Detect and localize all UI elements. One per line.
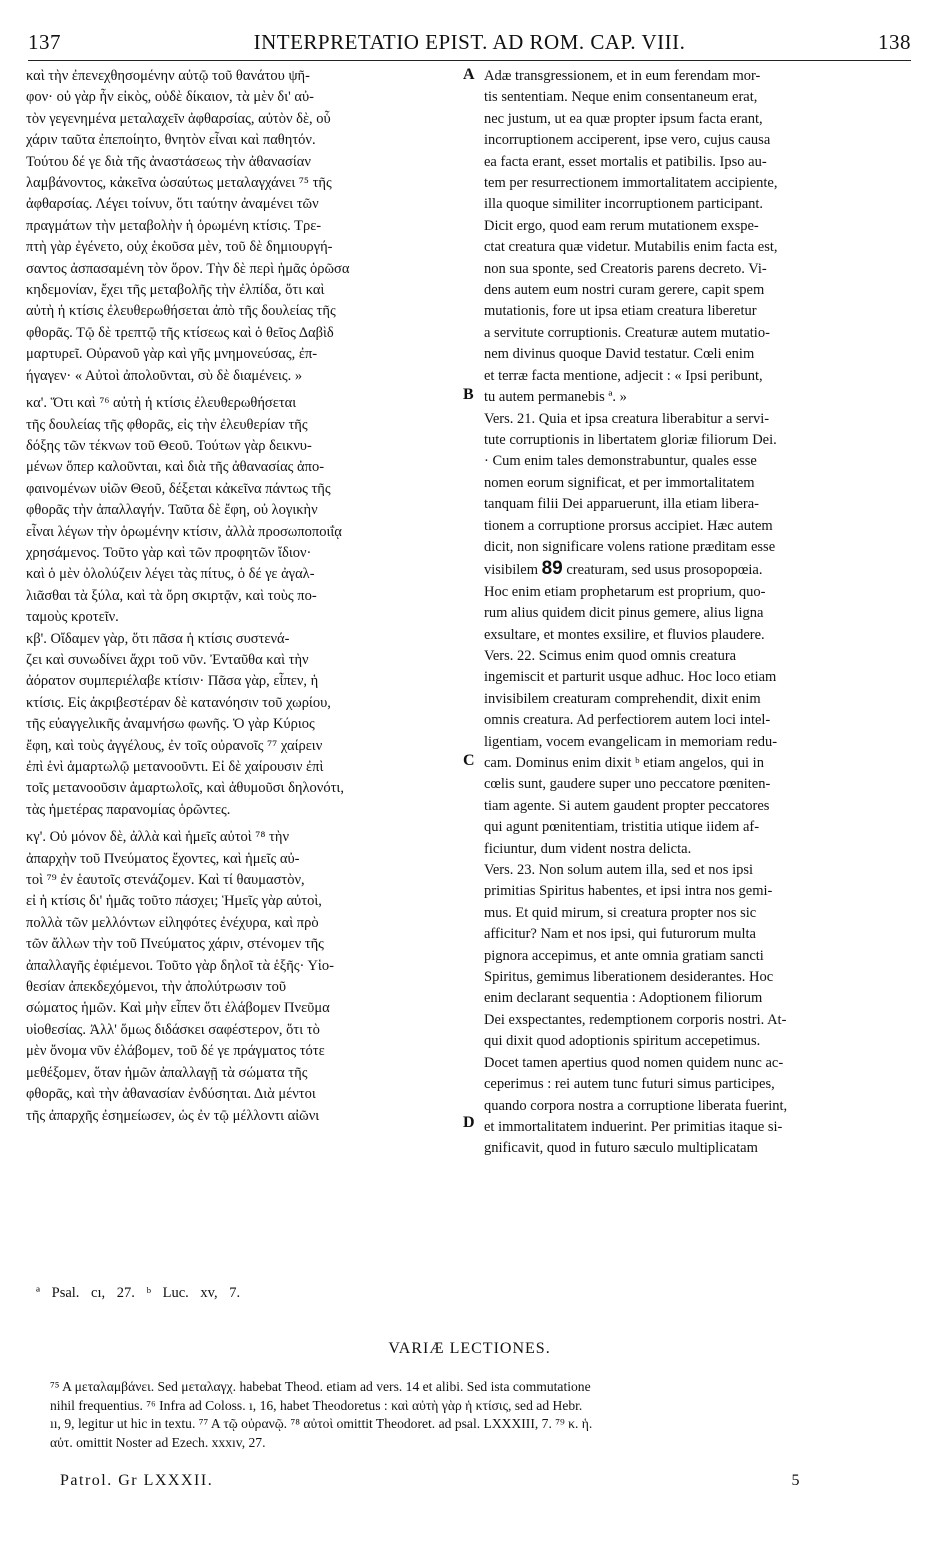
greek-text-line: λαμβάνοντος, κἀκεῖνα ὡσαύτως μεταλαγχάνει ⁷⁵ τῆς — [26, 175, 332, 192]
section-marker-a: A — [463, 66, 475, 83]
latin-text-line: tis sententiam. Neque enim consentaneum erat, — [484, 89, 758, 106]
greek-text-line: φθορᾶς τὴν ἀπαλλαγήν. Ταῦτα δὲ ἔφη, οὐ λογικὴν — [26, 502, 318, 519]
greek-text-line: ἐπὶ ἑνὶ ἁμαρτωλῷ μετανοοῦντι. Εἰ δὲ χαίρουσιν ἐπὶ — [26, 759, 324, 775]
greek-text-line: ἀπαλλαγῆς ἐφιέμενοι. Τοῦτο γὰρ δηλοῖ τὰ ἑξῆς· Υἱο- — [26, 957, 334, 974]
section-marker-b: B — [463, 386, 474, 403]
greek-text-line: δόξης τῶν τέκνων τοῦ Θεοῦ. Τούτων γὰρ δεικνυ- — [26, 437, 312, 454]
latin-text-line: illa quoque similiter incorruptionem participant. — [484, 196, 764, 213]
page-footer — [60, 1472, 911, 1496]
greek-text-line: καὶ τὴν ἐπενεχθησομένην αὐτῷ τοῦ θανάτου ψῆ- — [26, 68, 310, 84]
section-marker-c: C — [463, 752, 475, 769]
greek-text-line: αὐτὴ ἡ κτίσις ἐλευθερωθήσεται ἀπὸ τῆς δουλείας τῆς — [26, 303, 336, 320]
greek-text-line: τῆς δουλείας τῆς φθορᾶς, εἰς τὴν ἐλευθερίαν τῆς — [26, 416, 308, 433]
greek-text-line: ήγαγεν· « Αὐτοὶ ἀπολοῦνται, σὺ δὲ διαμένεις. » — [26, 367, 303, 384]
latin-text-line: visibilem 89 creaturam, sed usus prosopopœia. — [484, 558, 763, 580]
greek-text-line: σώματος ἡμῶν. Καὶ μὴν εἶπεν ὅτι ἐλάβομεν Πνεῦμα — [26, 1000, 330, 1017]
greek-text-line: κηδεμονίαν, ἔχει τῆς μεταβολῆς τὴν ἐλπίδα, ὅτι καὶ — [26, 282, 325, 299]
latin-text-line: non sua sponte, sed Creatoris parens decreto. Vi- — [484, 260, 767, 277]
greek-text-line: κτίσις. Εἰς ἀκριβεστέραν δὲ κατανόησιν τοῦ χωρίου, — [26, 694, 331, 711]
latin-text-line: Dicit ergo, quod eam rerum mutationem exspe- — [484, 217, 759, 234]
greek-text-line: ἔφη, καὶ τοὺς ἀγγέλους, ἐν τοῖς οὐρανοῖς ⁷⁷ χαίρειν — [26, 737, 323, 754]
running-header — [28, 28, 911, 61]
latin-text-line: mus. Et quid mirum, si creatura propter nos sic — [484, 904, 757, 921]
greek-text-line: ζει καὶ συνωδίνει ἄχρι τοῦ νῦν. Ἐνταῦθα καὶ τὴν — [26, 651, 309, 668]
latin-text-line: cœlis sunt, gaudere super uno peccatore pœniten- — [484, 776, 771, 793]
greek-text-line: Τούτου δέ γε διὰ τῆς ἀναστάσεως τὴν ἀθανασίαν — [26, 153, 311, 170]
greek-text-line: τῶν ἄλλων τὴν τοῦ Πνεύματος χάριν, στένομεν τῆς — [26, 936, 324, 953]
greek-text-line: κγ'. Οὐ μόνον δὲ, ἀλλὰ καὶ ἡμεῖς αὐτοὶ ⁷⁸ τὴν — [26, 829, 290, 846]
inline-page-number: 89 — [541, 558, 563, 580]
variae-lectiones-notes — [50, 1378, 911, 1452]
latin-text-line: tem per resurrectionem immortalitatem accipiente, — [484, 175, 778, 192]
latin-text-line: primitias Spiritus habentes, et ipsi intra nos gemi- — [484, 883, 773, 900]
greek-text-line: κα'. Ὅτι καὶ ⁷⁶ αὐτὴ ἡ κτίσις ἐλευθερωθήσεται — [26, 395, 297, 412]
latin-text-line: ctat creatura quæ videtur. Mutabilis enim facta est, — [484, 239, 778, 256]
greek-text-line: υἱοθεσίας. Ἀλλ' ὅμως διδάσκει σαφέστερον, ὅτι τὸ — [26, 1021, 320, 1038]
greek-text-line: τῆς ἀπαρχῆς ἐσημείωσεν, ὡς ἐν τῷ μέλλοντι αἰῶνι — [26, 1107, 320, 1124]
greek-text-line: τοὶ ⁷⁹ ἐν ἑαυτοῖς στενάζομεν. Καὶ τί θαυμαστὸν, — [26, 872, 305, 889]
greek-text-line: τὰς ἡμετέρας παρανομίας ὁρῶντες. — [26, 801, 231, 818]
latin-text-line: quando corpora nostra a corruptione liberata fuerint, — [484, 1097, 788, 1114]
variant-reading-line: ⁷⁵ A μεταλαμβάνει. Sed μεταλαγχ. habebat Theod. etiam ad vers. 14 et alibi. Sed ista commutatione — [50, 1379, 591, 1394]
greek-text-line: μένων ὅπερ καλοῦνται, καὶ διὰ τῆς ἀθανασίας ἀπο- — [26, 459, 325, 476]
latin-text-line: cam. Dominus enim dixit ᵇ etiam angelos, qui in — [484, 755, 764, 771]
greek-text-line: μεθέξομεν, ὅταν ἡμῶν ἀπαλλαγῇ τὰ σώματα τῆς — [26, 1064, 308, 1081]
latin-text-line: gnificavit, quod in futuro sæculo multiplicatam — [484, 1140, 758, 1157]
greek-text-line: μὲν ὄνομα νῦν ἐλάβομεν, τοῦ δέ γε πράγματος τότε — [26, 1043, 325, 1060]
page-number-left: 137 — [28, 30, 61, 54]
latin-text-line: incorruptionem acciperent, ipse vero, cujus causa — [484, 132, 771, 149]
greek-text-line: φον· οὐ γὰρ ἦν εἰκὸς, οὐδὲ δίκαιον, τὰ μὲν δι' αὐ- — [26, 89, 314, 106]
greek-text-line: σαντος ἀσπασαμένη τὸν ὅρον. Τὴν δὲ περὶ ἡμᾶς ὁρῶσα — [26, 260, 350, 277]
latin-text-line: afficitur? Nam et nos ipsi, qui futurorum multa — [484, 926, 756, 943]
greek-text-line: τὸν γεγενημένα μεταλαχεῖν ἀφθαρσίας, αὐτὸν δὲ, οὗ — [26, 110, 331, 127]
latin-text-line: tu autem permanebis ª. » — [484, 389, 627, 406]
latin-text-line: nem divinus quoque David testatur. Cœli enim — [484, 346, 755, 363]
latin-text-line: exsultare, et montes exsilire, et fluvios plaudere. — [484, 626, 765, 643]
greek-text-line: τοῖς μετανοοῦσιν ἁμαρτωλοῖς, καὶ ἀθυμοῦσι δηλονότι, — [26, 780, 344, 797]
greek-text-line: μαρτυρεῖ. Οὐρανοῦ γὰρ καὶ γῆς μνημονεύσας, ἐπ- — [26, 346, 318, 363]
greek-text-line: πραγμάτων τὴν μεταβολὴν ἡ ὁρωμένη κτίσις. Τρε- — [26, 217, 322, 234]
latin-text-line: a servitute corruptionis. Creaturæ autem mutatio- — [484, 324, 770, 341]
greek-text-line: ταμοὺς κροτεῖν. — [26, 609, 119, 626]
greek-text-line: χρησάμενος. Τοῦτο γὰρ καὶ τῶν προφητῶν ἴδιον· — [26, 544, 312, 561]
latin-text-line: tute corruptionis in libertatem gloriæ filiorum Dei. — [484, 431, 777, 448]
latin-text-line: Docet tamen apertius quod nomen quidem nunc ac- — [484, 1054, 784, 1071]
variae-lectiones-heading: VARIÆ LECTIONES. — [388, 1340, 551, 1357]
variant-reading-line: αὐτ. omittit Noster ad Ezech. xxxıv, 27. — [50, 1434, 266, 1450]
latin-text-line: dicit, non significare volens ratione præditam esse — [484, 538, 776, 555]
latin-text-column — [484, 66, 910, 1160]
greek-text-line: ἀπαρχὴν τοῦ Πνεύματος ἔχοντες, καὶ ἡμεῖς αὐ- — [26, 850, 300, 867]
latin-text-line: pignora accepimus, et ante omnia gratiam sancti — [484, 947, 764, 964]
latin-text-line: · Cum enim tales demonstrabuntur, quales esse — [484, 453, 757, 470]
greek-text-line: εἶναι λέγων τὴν ὁρωμένην κτίσιν, ἀλλὰ προσωποποιΐᾳ — [26, 523, 342, 540]
latin-text-line: Adæ transgressionem, et in eum ferendam mor- — [484, 68, 761, 84]
latin-text-line: enim declarant sequentia : Adoptionem filiorum — [484, 990, 763, 1007]
gathering-number: 5 — [791, 1472, 801, 1489]
variant-reading-line: nihil frequentius. ⁷⁶ Infra ad Coloss. ı, 16, habet Theodoretus : καὶ αὐτὴ γὰρ ἡ κτίσις, sed ad Hebr. — [50, 1397, 583, 1413]
greek-text-line: καὶ ὁ μὲν ὀλολύζειν λέγει τὰς πίτυς, ὁ δέ γε ἀγαλ- — [26, 566, 315, 583]
latin-text-line: ea facta erant, esset mortalis et patibilis. Ipso au- — [484, 153, 767, 170]
latin-text-line: Vers. 21. Quia et ipsa creatura liberabitur a servi- — [484, 410, 770, 427]
greek-text-line: φθορᾶς. Τῷ δὲ τρεπτῷ τῆς κτίσεως καὶ ὁ θεῖος Δαβὶδ — [26, 324, 334, 341]
greek-text-line: ἀφθαρσίας. Λέγει τοίνυν, ὅτι ταύτην ἀναμένει τῶν — [26, 196, 319, 213]
greek-text-line: πτὴ γὰρ ἐγένετο, οὐχ ἑκοῦσα μὲν, τοῦ δὲ δημιουργή- — [26, 239, 333, 256]
latin-text-line: tanquam filii Dei apparuerunt, illa etiam libera- — [484, 496, 759, 513]
greek-text-line: φθορᾶς, καὶ τὴν ἀθανασίαν ἐνδύσηται. Διὰ μέντοι — [26, 1086, 316, 1103]
latin-text-line: Dei exspectantes, redemptionem corporis nostri. At- — [484, 1011, 787, 1028]
latin-text-line: et terræ facta mentione, adjecit : « Ipsi peribunt, — [484, 367, 763, 384]
latin-text-line: invisibilem creaturam comprehendit, dixit enim — [484, 690, 761, 707]
greek-text-line: τῆς εὐαγγελικῆς ἀναμνήσω φωνῆς. Ὁ γὰρ Κύριος — [26, 716, 315, 733]
greek-text-line: φαινομένων υἱῶν Θεοῦ, δέξεται κἀκεῖνα πάντως τῆς — [26, 480, 331, 497]
latin-text-line: tionem a corruptione prorsus accipiet. Hæc autem — [484, 517, 773, 534]
latin-text-line: Hoc enim etiam prophetarum est proprium, quo- — [484, 583, 766, 600]
latin-text-line: tiam agente. Si autem gaudent propter peccatores — [484, 797, 770, 814]
latin-text-line: mutationis, fore ut ipsa etiam creatura liberetur — [484, 303, 757, 320]
greek-text-line: θεσίαν ἀπεκδεχόμενοι, τὴν ἀπολύτρωσιν τοῦ — [26, 979, 287, 996]
latin-text-line: Vers. 22. Scimus enim quod omnis creatura — [484, 647, 737, 664]
greek-text-line: πολλὰ τῶν μελλόντων εἰληφότες ἐνέχυρα, καὶ πρὸ — [26, 914, 319, 931]
latin-text-line: omnis creatura. Ad perfectiorem autem loci intel- — [484, 712, 771, 729]
scripture-references: ª Psal. cı, 27. ᵇ Luc. xv, 7. — [36, 1285, 241, 1301]
latin-text-line: ceperimus : rei autem tunc futuri simus participes, — [484, 1076, 775, 1093]
latin-text-line: ficiuntur, dum vident nostra delicta. — [484, 840, 692, 857]
latin-text-line: dens autem eum nostri curam gerere, capit spem — [484, 282, 765, 299]
variant-reading-line: ıı, 9, legitur ut hic in textu. ⁷⁷ A τῷ οὐρανῷ. ⁷⁸ αὐτοὶ omittit Theodoret. ad psal. LXXXIII, 7. ⁷⁹ κ. ἡ. — [50, 1416, 593, 1432]
greek-text-line: λιᾶσθαι τὰ ξύλα, καὶ τὰ ὄρη σκιρτᾷν, καὶ τοὺς πο- — [26, 587, 317, 604]
latin-text-line: nec justum, ut ea quæ propter ipsum facta erant, — [484, 110, 763, 127]
latin-text-line: ligentiam, vocem evangelicam in memoriam redu- — [484, 733, 778, 750]
section-marker-d: D — [463, 1114, 475, 1131]
greek-text-line: εἰ ἡ κτίσις δι' ἡμᾶς τοῦτο πάσχει; Ἡμεῖς γὰρ αὐτοὶ, — [26, 893, 322, 910]
latin-text-line: rum alius quidem dicit pinus gemere, alius ligna — [484, 605, 764, 622]
latin-text-line: Vers. 23. Non solum autem illa, sed et nos ipsi — [484, 862, 754, 879]
latin-text-line: et immortalitatem induerint. Per primitias itaque si- — [484, 1118, 783, 1135]
greek-text-column — [26, 66, 458, 1127]
patrologia-signature: Patrol. Gr LXXXII. — [60, 1472, 214, 1489]
greek-text-line: χάριν ταῦτα ἐπεποίητο, θνητὸν εἶναι καὶ παθητόν. — [26, 132, 316, 149]
greek-text-line: ἀόρατον συμπεριέλαβε κτίσιν· Πᾶσα γὰρ, εἶπεν, ἡ — [26, 673, 319, 690]
latin-text-line: Spiritus, gemimus liberationem desiderantes. Hoc — [484, 969, 774, 986]
latin-text-line: ingemiscit et parturit usque adhuc. Hoc loco etiam — [484, 669, 777, 686]
latin-text-line: qui dixit quod adoptionis spiritum accepetimus. — [484, 1033, 761, 1050]
running-title: INTERPRETATIO EPIST. AD ROM. CAP. VIII. — [253, 30, 686, 54]
latin-text-line: qui agunt pœnitentiam, tristitia utique iidem af- — [484, 819, 760, 836]
greek-text-line: κβ'. Οἴδαμεν γὰρ, ὅτι πᾶσα ἡ κτίσις συστενά- — [26, 630, 290, 647]
page-number-right: 138 — [878, 30, 911, 54]
latin-text-line: nomen eorum significat, et per immortalitatem — [484, 474, 755, 491]
